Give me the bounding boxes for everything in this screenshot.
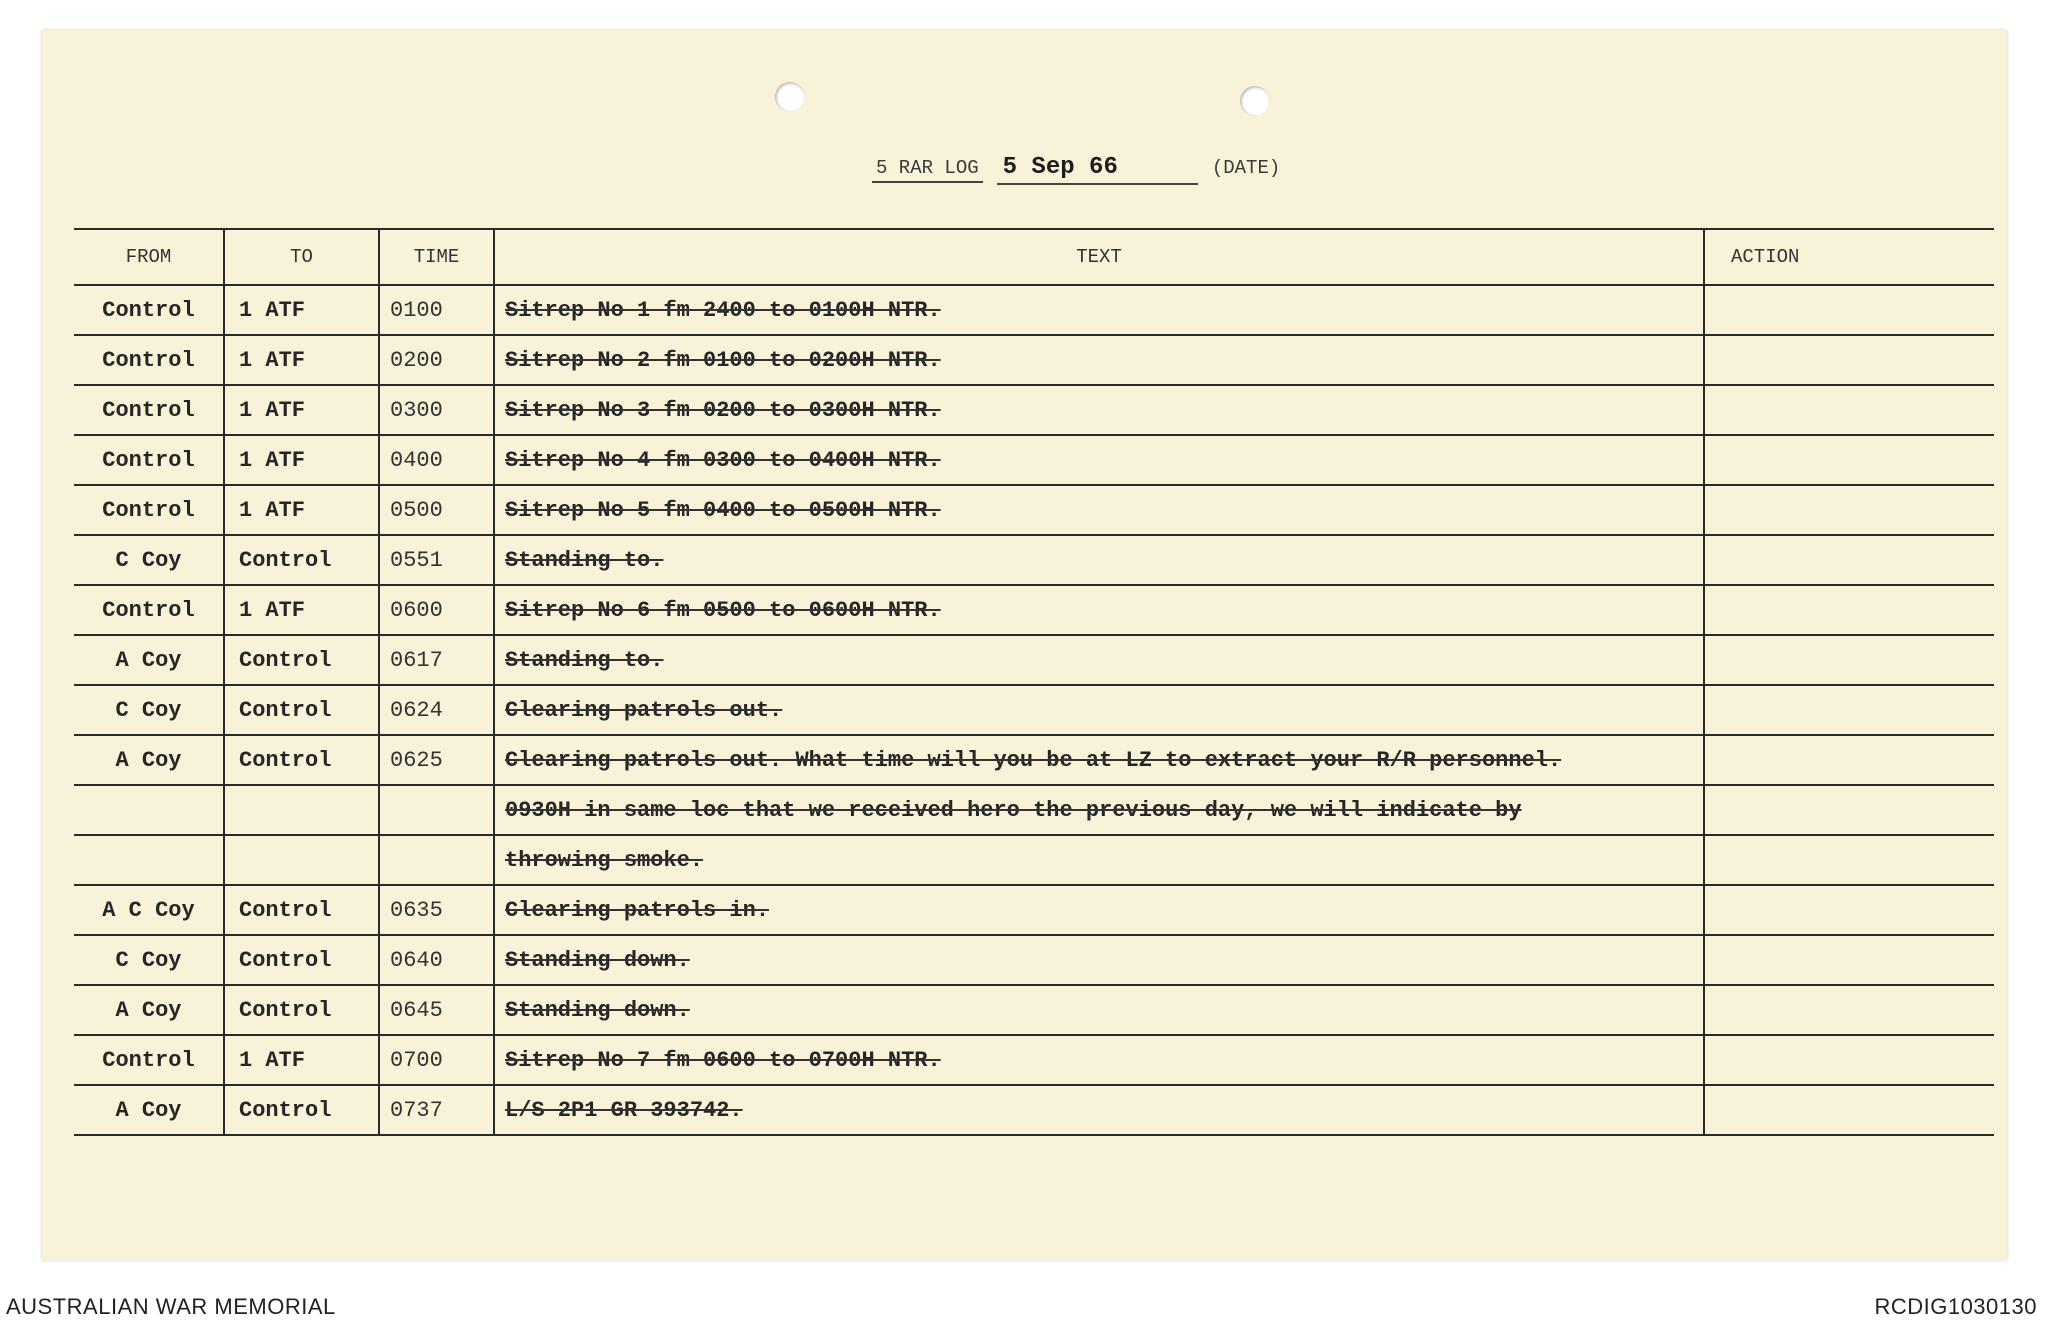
cell-from: A Coy [74,1085,224,1135]
cell-to: Control [224,1085,379,1135]
table-row [74,385,1994,435]
cell-to: Control [224,535,379,585]
cell-to: Control [224,885,379,935]
cell-from: C Coy [74,535,224,585]
cell-from: A Coy [74,985,224,1035]
cell-to: 1 ATF [224,485,379,535]
cell-time: 0640 [379,935,494,985]
table-row [74,935,1994,985]
cell-text: 0930H in same loc that we received hero the previous day, we will indicate by [494,785,1704,835]
cell-action [1704,585,1994,635]
cell-action [1704,1035,1994,1085]
cell-text: Sitrep No 7 fm 0600 to 0700H NTR. [494,1035,1704,1085]
cell-to: Control [224,735,379,785]
cell-to: 1 ATF [224,435,379,485]
cell-from: Control [74,335,224,385]
cell-action [1704,785,1994,835]
cell-time [379,785,494,835]
date-label: (DATE) [1211,157,1281,179]
column-header-action: ACTION [1704,229,1994,285]
column-header-to: TO [224,229,379,285]
cell-action [1704,635,1994,685]
cell-from: Control [74,485,224,535]
cell-text: Standing to. [494,535,1704,585]
cell-text: Clearing patrols in. [494,885,1704,935]
archive-id: RCDIG1030130 [1874,1294,2037,1319]
table-row [74,685,1994,735]
cell-time: 0635 [379,885,494,935]
log-title: 5 RAR LOG [872,157,983,183]
cell-action [1704,885,1994,935]
column-header-from: FROM [74,229,224,285]
cell-text: Sitrep No 1 fm 2400 to 0100H NTR. [494,285,1704,335]
cell-text: L/S 2P1 GR 393742. [494,1085,1704,1135]
log-table [74,228,1994,1136]
cell-from: Control [74,385,224,435]
cell-action [1704,735,1994,785]
cell-from: A C Coy [74,885,224,935]
column-header-time: TIME [379,229,494,285]
cell-text: Sitrep No 4 fm 0300 to 0400H NTR. [494,435,1704,485]
cell-text: Sitrep No 3 fm 0200 to 0300H NTR. [494,385,1704,435]
cell-from: A Coy [74,635,224,685]
cell-from [74,785,224,835]
cell-time: 0500 [379,485,494,535]
cell-text: Clearing patrols out. [494,685,1704,735]
cell-action [1704,1085,1994,1135]
cell-action [1704,285,1994,335]
table-row [74,1035,1994,1085]
punch-hole-left [775,82,805,112]
cell-time: 0624 [379,685,494,735]
table-row [74,485,1994,535]
cell-action [1704,335,1994,385]
cell-text: Sitrep No 2 fm 0100 to 0200H NTR. [494,335,1704,385]
cell-action [1704,485,1994,535]
cell-to: 1 ATF [224,1035,379,1085]
cell-time: 0100 [379,285,494,335]
cell-from: Control [74,1035,224,1085]
cell-time: 0551 [379,535,494,585]
cell-time: 0600 [379,585,494,635]
table-row [74,885,1994,935]
cell-action [1704,835,1994,885]
cell-from: A Coy [74,735,224,785]
cell-from: Control [74,435,224,485]
cell-time: 0200 [379,335,494,385]
cell-text: Sitrep No 5 fm 0400 to 0500H NTR. [494,485,1704,535]
cell-time: 0625 [379,735,494,785]
table-row [74,785,1994,835]
cell-to: 1 ATF [224,335,379,385]
cell-text: Standing to. [494,635,1704,685]
cell-time [379,835,494,885]
cell-text: Standing down. [494,935,1704,985]
cell-action [1704,385,1994,435]
cell-to: 1 ATF [224,385,379,435]
cell-to: Control [224,635,379,685]
cell-to [224,785,379,835]
cell-to [224,835,379,885]
table-row [74,1085,1994,1135]
cell-to: 1 ATF [224,585,379,635]
cell-action [1704,985,1994,1035]
table-row [74,585,1994,635]
table-row [74,735,1994,785]
header-row [74,229,1994,285]
table-row [74,535,1994,585]
cell-to: 1 ATF [224,285,379,335]
table-row [74,635,1994,685]
cell-from: C Coy [74,935,224,985]
cell-action [1704,435,1994,485]
cell-time: 0737 [379,1085,494,1135]
cell-action [1704,535,1994,585]
table-row [74,985,1994,1035]
table-row [74,435,1994,485]
cell-text: Standing down. [494,985,1704,1035]
table-row [74,835,1994,885]
log-sheet [42,30,2007,1260]
cell-time: 0400 [379,435,494,485]
cell-to: Control [224,935,379,985]
cell-time: 0700 [379,1035,494,1085]
punch-hole-right [1240,86,1270,116]
cell-time: 0645 [379,985,494,1035]
cell-text: Clearing patrols out. What time will you be at LZ to extract your R/R personnel. [494,735,1704,785]
table-row [74,335,1994,385]
cell-action [1704,685,1994,735]
cell-from: C Coy [74,685,224,735]
column-header-text: TEXT [494,229,1704,285]
cell-time: 0300 [379,385,494,435]
cell-time: 0617 [379,635,494,685]
table-row [74,285,1994,335]
cell-text: throwing smoke. [494,835,1704,885]
cell-text: Sitrep No 6 fm 0500 to 0600H NTR. [494,585,1704,635]
cell-from: Control [74,285,224,335]
cell-from: Control [74,585,224,635]
archive-credit: AUSTRALIAN WAR MEMORIAL [6,1294,336,1319]
log-header [872,154,1392,185]
cell-from [74,835,224,885]
cell-action [1704,935,1994,985]
log-date: 5 Sep 66 [997,154,1198,185]
cell-to: Control [224,685,379,735]
cell-to: Control [224,985,379,1035]
